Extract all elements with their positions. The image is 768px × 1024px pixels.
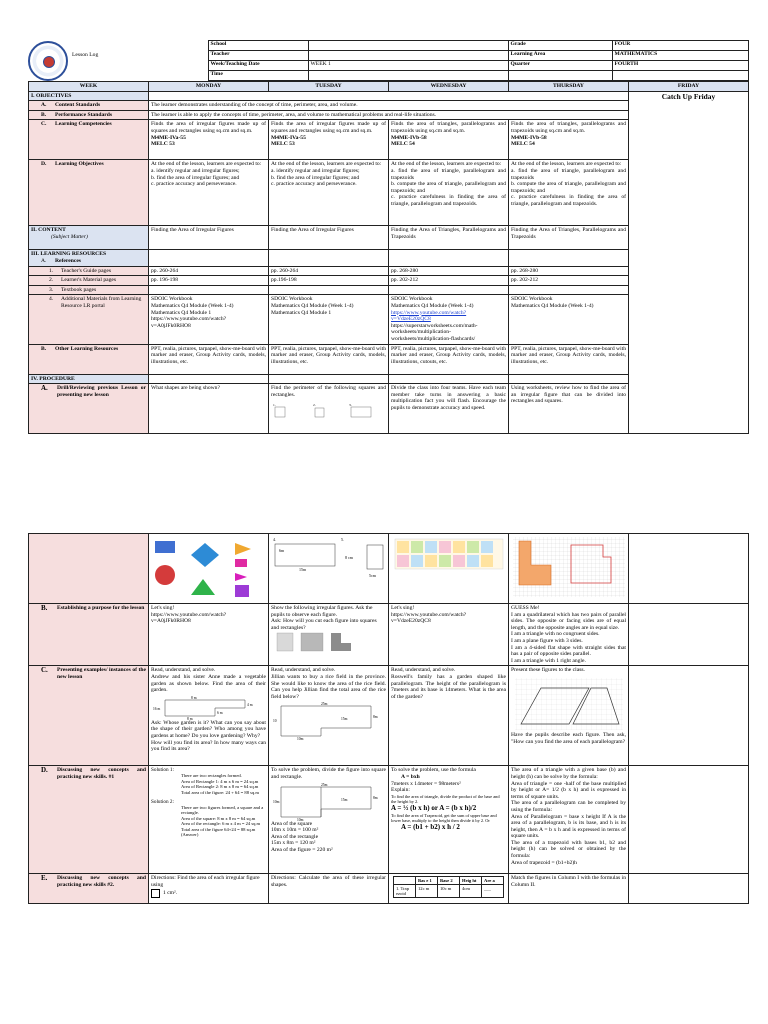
week-value: WEEK 1 bbox=[308, 61, 508, 71]
week-header: WEEK bbox=[29, 82, 149, 92]
discussing-2-tuesday: Directions: Calculate the area of these irregular shapes. bbox=[269, 874, 389, 904]
figure-icon bbox=[271, 535, 387, 601]
discussing-2-monday: Directions: Find the area of each irregular figure using 1 cm². bbox=[149, 874, 269, 904]
friday-header: FRIDAY bbox=[629, 82, 749, 92]
monday-header: MONDAY bbox=[149, 82, 269, 92]
drill-continued-label bbox=[29, 534, 149, 604]
performance-standards-text: The learner is able to apply the concepts of time, perimeter, area, and volume to mathematical problems and real-life situations. bbox=[149, 110, 629, 120]
objective-thursday: At the end of the lesson, learners are expected to: a. find the area of triangle, parallelogram and trapezoids b. compute the area of triangle, parallelogram and trapezoids; and c. practice carefulness in finding the area of triangle, parallelogram and trapezoids. bbox=[509, 160, 629, 226]
teachers-guide-label: 1. Teacher's Guide pages bbox=[29, 266, 149, 276]
doc-label: Lesson Log bbox=[72, 52, 99, 59]
learning-objectives-label: D. Learning Objectives bbox=[29, 160, 149, 226]
fig-label-15m: 15m bbox=[299, 567, 307, 572]
presenting-wednesday: Read, understand, and solve. Roswell's family has a garden shaped like parallelogram. The height of the parallelogram is 7meters and its base is 14meters. What is the area of the garden? bbox=[389, 666, 509, 766]
video-link[interactable]: https://www.youtube.com/watch? v=VdzeE20zQC8 bbox=[391, 309, 467, 323]
learning-competencies-label: C. Learning Competencies bbox=[29, 120, 149, 160]
other-tuesday: PPT, realia, pictures, tarpapel, show-me-board with marker and eraser, Group Activity cards, models, illustrations, etc. bbox=[269, 344, 389, 374]
content-standards-text: The learner demonstrates understanding of the concept of time, perimeter, area, and volume. bbox=[149, 101, 629, 111]
materials-wednesday: SDOIC Workbook Mathematics Q4 Module (Week 1-4) https://www.youtube.com/watch? v=VdzeE20zQC8 https://superstarworksheets.com/math-worksheets/multiplication-worksheets/multiplication-flashcards/ bbox=[389, 295, 509, 344]
objective-monday: At the end of the lesson, learners are expected to: a. identify regular and irregular figures; b. find the area of irregular figures; and c. practice accuracy and perseverance. bbox=[149, 160, 269, 226]
learners-material-label: 2. Learner's Material pages bbox=[29, 276, 149, 286]
fig-label-5cm: 5cm bbox=[369, 573, 376, 578]
other-wednesday: PPT, realia, pictures, tarpapel, show-me-board with marker and eraser, Group Activity cards, models, illustrations, cutouts, etc. bbox=[389, 344, 509, 374]
fig-label-8cm: 8 cm bbox=[345, 555, 353, 560]
shapes-figure bbox=[149, 534, 269, 604]
field-label-15m: 15m bbox=[341, 717, 348, 722]
objective-tuesday: At the end of the lesson, learners are expected to: a. identify regular and irregular figures; b. find the area of irregular figures; and c. practice accuracy and perseverance. bbox=[269, 160, 389, 226]
discussing-2-wednesday bbox=[389, 874, 509, 904]
drill-label: A. Drill/Reviewing previous Lesson or presenting new lesson bbox=[29, 384, 149, 434]
garden-figure-icon bbox=[151, 694, 267, 720]
div-label-8m: 8m bbox=[373, 795, 378, 800]
lesson-log-page-2 bbox=[28, 533, 748, 904]
school-label: School bbox=[208, 41, 308, 51]
content-standards-label: A. Content Standards bbox=[29, 101, 149, 111]
trap-header: Heig ht bbox=[460, 877, 482, 885]
trapezoid-table bbox=[393, 876, 504, 898]
lm-monday: pp. 196-198 bbox=[149, 276, 269, 286]
grade-label: Grade bbox=[508, 41, 612, 51]
content-wednesday: Finding the Area of Triangles, Parallelograms and Trapezoids bbox=[389, 226, 509, 250]
lesson-table-2 bbox=[28, 533, 749, 904]
textbook-label: 3. Textbook pages bbox=[29, 285, 149, 295]
trap-cell: 1. Trap ezoid bbox=[394, 885, 416, 898]
trap-cell: 10c m bbox=[438, 885, 460, 898]
other-monday: PPT, realia, pictures, tarpapel, show-me-board with marker and eraser, Group Activity cards, models, illustrations, etc. bbox=[149, 344, 269, 374]
presenting-monday: Read, understand, and solve. Andrew and his sister Anne made a vegetable garden as shown below. Find the area of their garden. 8 m 16 m 4 m 6 m 8 m Ask: Whose garden is it? What can you say about the shape of their garden? Who among you have gardens at home? Do you love gardening? Why? How will you find its area? In how many ways can you find its area? bbox=[149, 666, 269, 766]
lm-thursday: pp. 202-212 bbox=[509, 276, 629, 286]
field-label-10: 10 bbox=[273, 719, 277, 724]
trap-cell: 12c m bbox=[416, 885, 438, 898]
purpose-wednesday: Let's sing! https://www.youtube.com/watch? v=VdzeE20zQC8 bbox=[389, 604, 509, 666]
drill-wednesday: Divide the class into four teams. Have each team member take turns in answering a basic multiplication fact you will flash. Encourage the pupils to demonstrate accuracy and speed. bbox=[389, 384, 509, 434]
content-monday: Finding the Area of Irregular Figures bbox=[149, 226, 269, 250]
discussing-1-thursday: The area of a triangle with a given base (b) and height (h) can be solve by the formula: Area of triangle = one -half of the base multiplied by height or A= 1/2 (b x h) and is expressed in terms of square units. The area of a parallelogram can be completed by using the formula: Area of Parallelogram = base x height If A is the area of a parallelogram, b is its base, and h is its height, then A = b x h and is expressed in terms of square units. The area of a trapezoid with bases b1, b2 and height (h) can be solved or obtained by the formula: Area of trapezoid = (b1+b2)h bbox=[509, 766, 629, 874]
lesson-table-1 bbox=[28, 81, 749, 434]
fig-label-3: 3. bbox=[349, 403, 352, 408]
quarter-value: FOURTH bbox=[612, 61, 748, 71]
divided-field-icon bbox=[271, 781, 387, 821]
deped-seal-icon bbox=[28, 41, 68, 81]
trap-header: Bas e 1 bbox=[416, 877, 438, 885]
discussing-1-monday: Solution 1: There are two rectangles formed. Area of Rectangle 1: 4 m x 6 m = 24 sq.m Area of Rectangle 2: 8 m x 8 m = 64 sq.m Total area of the figure: 24 + 64 = 88 sq.m Solution 2: There are two figures formed, a square and a rectangle. Area of the square: 8 m x 8 m = 64 sq.m Area of the rectangle: 6 m x 4 m = 24 sq.m Total area of the figure 64+24 = 88 sq.m (Answer) bbox=[149, 766, 269, 874]
div-label-25m: 25m bbox=[321, 782, 328, 787]
fig-label-1: 1. bbox=[273, 403, 276, 408]
flashcards-figure bbox=[389, 534, 509, 604]
tg-tuesday: pp. 260-264 bbox=[269, 266, 389, 276]
time-label: Time bbox=[208, 71, 308, 81]
tg-thursday: pp. 268-280 bbox=[509, 266, 629, 276]
irregular-shapes-icon bbox=[271, 631, 387, 653]
wednesday-header: WEDNESDAY bbox=[389, 82, 509, 92]
purpose-tuesday: Show the following irregular figures. Ask the pupils to observe each figure. Ask: How will you cut each figure into squares and rectangles? bbox=[269, 604, 389, 666]
objectives-heading: I. OBJECTIVES bbox=[29, 91, 149, 101]
div-label-10m-b: 10m bbox=[297, 817, 304, 821]
div-label-15m: 15m bbox=[341, 797, 348, 802]
garden-label-right: 4 m bbox=[247, 702, 253, 707]
tg-monday: pp. 260-264 bbox=[149, 266, 269, 276]
content-heading: II. CONTENT (Subject Matter) bbox=[29, 226, 149, 250]
discussing-1-label: D. Discussing new concepts and practicing new skills. #1 bbox=[29, 766, 149, 874]
grid-figure-icon bbox=[511, 535, 627, 601]
grade-value: FOUR bbox=[612, 41, 748, 51]
presenting-thursday: Present these figures to the class. Have the pupils describe each figure. Then ask, "How can you find the area of each parallelogram? bbox=[509, 666, 629, 766]
purpose-label: B. Establishing a purpose for the lesson bbox=[29, 604, 149, 666]
performance-standards-label: B. Performance Standards bbox=[29, 110, 149, 120]
perimeter-figures-icon bbox=[271, 398, 387, 420]
teacher-value bbox=[308, 51, 508, 61]
lm-tuesday: pp.196-198 bbox=[269, 276, 389, 286]
materials-tuesday: SDOIC Workbook Mathematics Q4 Module (Week 1-4) Mathematics Q4 Module 1 bbox=[269, 295, 389, 344]
blank-cell bbox=[508, 71, 612, 81]
area-label: Learning Area bbox=[508, 51, 612, 61]
garden-label-left: 16 m bbox=[153, 706, 161, 711]
div-label-10m: 10m bbox=[273, 799, 280, 804]
perimeter-figure-set bbox=[269, 534, 389, 604]
field-label-10m: 10m bbox=[297, 737, 304, 741]
presenting-label: C. Presenting examples/ instances of the new lesson bbox=[29, 666, 149, 766]
flashcards-icon bbox=[391, 535, 507, 601]
drill-thursday: Using worksheets, review how to find the area of an irregular figure that can be divided into rectangles and squares. bbox=[509, 384, 629, 434]
trap-cell: 4cm bbox=[460, 885, 482, 898]
header-table bbox=[28, 40, 749, 81]
materials-thursday: SDOIC Workbook Mathematics Q4 Module (Week 1-4) bbox=[509, 295, 629, 344]
rice-field-icon bbox=[271, 700, 387, 740]
discussing-2-label: E. Discussing new concepts and practicing new skills #2. bbox=[29, 874, 149, 904]
trap-cell: ___ bbox=[482, 885, 504, 898]
drill-monday: What shapes are being shown? bbox=[149, 384, 269, 434]
school-value bbox=[308, 41, 508, 51]
tuesday-header: TUESDAY bbox=[269, 82, 389, 92]
procedure-heading: IV. PROCEDURE bbox=[29, 374, 149, 384]
discussing-1-wednesday: To solve the problem, use the formula A = bxh 7meters x 14meter = 98meters² Explain: To find the area of triangle, divide the product of the base and the height by 2. A = ½ (b x h) or A = (b x h)/2 To find the area of Trapezoid, get the sum of upper base and lower base, multiply to the height then divide it by 2. Or A = (b1 + b2) x h / 2 bbox=[389, 766, 509, 874]
trap-header: Are a bbox=[482, 877, 504, 885]
competency-monday: Finds the area of irregular figures made up of squares and rectangles using sq.cm and sq.m. M4ME-IVa-55 MELC 53 bbox=[149, 120, 269, 160]
checkbox-icon bbox=[151, 889, 160, 898]
content-thursday: Finding the Area of Triangles, Parallelograms and Trapezoids bbox=[509, 226, 629, 250]
field-label-8m: 8m bbox=[373, 715, 378, 720]
thursday-header: THURSDAY bbox=[509, 82, 629, 92]
catch-up-friday: Catch Up Friday bbox=[629, 91, 749, 434]
purpose-monday: Let's sing! https://www.youtube.com/watch? v=A0jJFk0RHO8 bbox=[149, 604, 269, 666]
content-tuesday: Finding the Area of Irregular Figures bbox=[269, 226, 389, 250]
additional-materials-label: 4. Additional Materials from Learning Resource LR portal bbox=[29, 295, 149, 344]
fig-label-2: 2. bbox=[313, 403, 316, 408]
quarter-label: Quarter bbox=[508, 61, 612, 71]
other-thursday: PPT, realia, pictures, tarpapel, show-me-board with marker and eraser, Group Activity cards, models, illustrations, etc. bbox=[509, 344, 629, 374]
lesson-log-page-1 bbox=[28, 40, 748, 434]
shapes-icon bbox=[151, 535, 267, 601]
time-value bbox=[308, 71, 508, 81]
irregular-grid-figure bbox=[509, 534, 629, 604]
fig-label-5: 5. bbox=[341, 537, 344, 542]
trap-header bbox=[394, 877, 416, 885]
fig-label-4: 4. bbox=[273, 537, 276, 542]
garden-label-top: 8 m bbox=[191, 695, 197, 700]
discussing-2-thursday: Match the figures in Column I with the formulas in Column II. bbox=[509, 874, 629, 904]
resources-heading: III. LEARNING RESOURCES A. References bbox=[29, 250, 149, 266]
area-value: MATHEMATICS bbox=[612, 51, 748, 61]
week-date-label: Week/Teaching Date bbox=[208, 61, 308, 71]
presenting-tuesday: Read, understand, and solve. Jillian wants to buy a rice field in the province. She would like to know the area of the rice field. Can you help Jillian find the total area of the rice field below? 25m 10 15m 8m 10m bbox=[269, 666, 389, 766]
trap-header: Base 2 bbox=[438, 877, 460, 885]
discussing-1-tuesday: To solve the problem, divide the figure into square and rectangle. 25m 10m 15m 10m 8m Area of the square 10m x 10m = 100 m² Area of the rectangle 15m x 8m = 120 m² Area of the figure = 220 m² bbox=[269, 766, 389, 874]
lm-wednesday: pp. 202-212 bbox=[389, 276, 509, 286]
garden-label-bottom: 8 m bbox=[187, 716, 193, 720]
drill-tuesday: Find the perimeter of the following squares and rectangles. 1. 2. 3. bbox=[269, 384, 389, 434]
tg-wednesday: pp. 268-280 bbox=[389, 266, 509, 276]
field-label-25m: 25m bbox=[321, 702, 328, 707]
blank-cell bbox=[612, 71, 748, 81]
objective-wednesday: At the end of the lesson, learners are expected to: a. find the area of triangle, parallelogram and trapezoids b. compute the area of triangle, parallelogram and trapezoids; and c. practice carefulness in finding the area of triangle, parallelogram and trapezoids. bbox=[389, 160, 509, 226]
materials-monday: SDOIC Workbook Mathematics Q4 Module (Week 1-4) Mathematics Q4 Module 1 https://www.youtube.com/watch? v=A0jJFk0RHO8 bbox=[149, 295, 269, 344]
other-resources-label: B. Other Learning Resources bbox=[29, 344, 149, 374]
teacher-label: Teacher bbox=[208, 51, 308, 61]
competency-wednesday: Finds the area of triangles, parallelograms and trapezoids using sq.cm and sq.m. M4ME-IVb-58 MELC 54 bbox=[389, 120, 509, 160]
garden-label-mid: 6 m bbox=[217, 710, 223, 715]
competency-thursday: Finds the area of triangles, parallelograms and trapezoids using sq.cm and sq.m. M4ME-IVb-58 MELC 54 bbox=[509, 120, 629, 160]
fig-label-6m: 6m bbox=[279, 548, 285, 553]
purpose-thursday: GUESS Me! I am a quadrilateral which has two pairs of parallel sides. The opposite or facing sides are of equal length, and the opposite angles are in equal size. I am a triangle with no congruent sides. I am a plane figure with 3 sides. I am a 4-sided flat shape with straight sides that has a pair of opposite sides parallel. I am a triangle with 1 right angle. bbox=[509, 604, 629, 666]
parallelogram-grid-icon bbox=[511, 674, 627, 732]
competency-tuesday: Finds the area of irregular figures made up of squares and rectangles using sq.cm and sq.m. M4ME-IVa-55 MELC 53 bbox=[269, 120, 389, 160]
